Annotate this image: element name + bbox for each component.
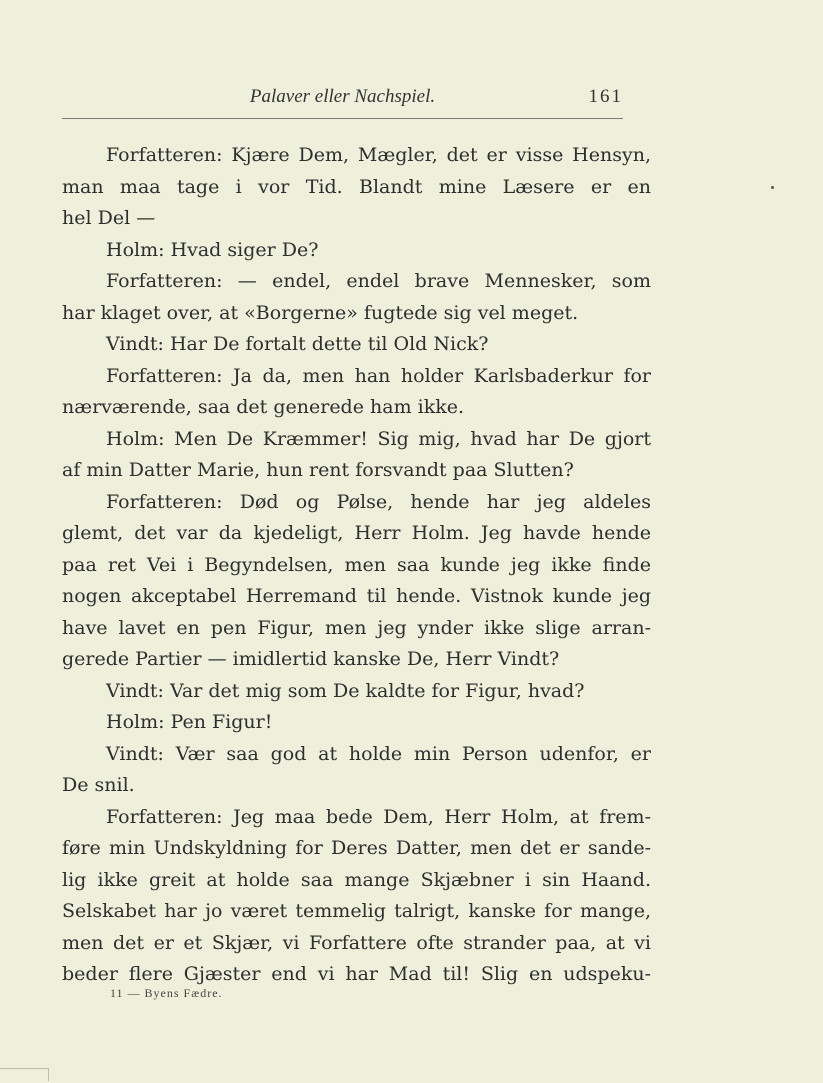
- text-line: have lavet en pen Figur, men jeg ynder ikke slige arran-: [62, 616, 651, 639]
- text-line: nogen akceptabel Herremand til hende. Vistnok kunde jeg: [62, 585, 651, 607]
- text-line: gerede Partier — imidlertid kanske De, Herr Vindt?: [62, 648, 560, 670]
- header-title: Palaver eller Nachspiel.: [249, 86, 436, 107]
- text-line: glemt, det var da kjedeligt, Herr Holm. Jeg havde hende: [62, 522, 651, 544]
- body-text: [62, 140, 651, 991]
- text-line: paa ret Vei i Begyndelsen, men saa kunde jeg ikke finde: [62, 553, 651, 576]
- text-line: beder flere Gjæster end vi har Mad til! Slig en udspeku-: [62, 963, 651, 985]
- text-line: nærværende, saa det generede ham ikke.: [62, 396, 465, 418]
- text-line: Forfatteren: — endel, endel brave Mennesker, som: [106, 270, 651, 292]
- text-line: Forfatteren: Død og Pølse, hende har jeg aldeles: [106, 490, 651, 513]
- text-line: Forfatteren: Jeg maa bede Dem, Herr Holm, at frem-: [106, 805, 651, 828]
- text-line: men det er et Skjær, vi Forfattere ofte strander paa, at vi: [62, 931, 651, 954]
- running-header: [62, 84, 623, 119]
- text-line: af min Datter Marie, hun rent forsvandt paa Slutten?: [62, 459, 574, 481]
- text-line: Forfatteren: Ja da, men han holder Karlsbaderkur for: [106, 364, 651, 387]
- text-line: Vindt: Har De fortalt dette til Old Nick?: [106, 333, 489, 355]
- text-line: Selskabet har jo været temmelig talrigt, kanske for mange,: [62, 900, 651, 922]
- text-line: hel Del —: [62, 207, 156, 229]
- text-line: lig ikke greit at holde saa mange Skjæbner i sin Haand.: [62, 868, 651, 891]
- text-line: har klaget over, at «Borgerne» fugtede sig vel meget.: [62, 301, 579, 324]
- speck: [771, 186, 774, 189]
- text-line: Vindt: Vær saa god at holde min Person udenfor, er: [106, 742, 651, 765]
- page-edge-mark: [0, 1068, 49, 1081]
- text-line: man maa tage i vor Tid. Blandt mine Læsere er en: [62, 175, 651, 198]
- text-line: Holm: Pen Figur!: [106, 711, 273, 733]
- text-line: Forfatteren: Kjære Dem, Mægler, det er visse Hensyn,: [106, 144, 651, 166]
- page-number: 161: [588, 86, 623, 107]
- text-line: De snil.: [62, 774, 135, 796]
- signature-mark: 11 — Byens Fædre.: [110, 986, 223, 1000]
- text-line: føre min Undskyldning for Deres Datter, men det er sande-: [62, 837, 651, 859]
- text-line: Vindt: Var det mig som De kaldte for Figur, hvad?: [106, 679, 585, 702]
- text-line: Holm: Men De Kræmmer! Sig mig, hvad har De gjort: [106, 427, 651, 450]
- text-line: Holm: Hvad siger De?: [106, 238, 319, 261]
